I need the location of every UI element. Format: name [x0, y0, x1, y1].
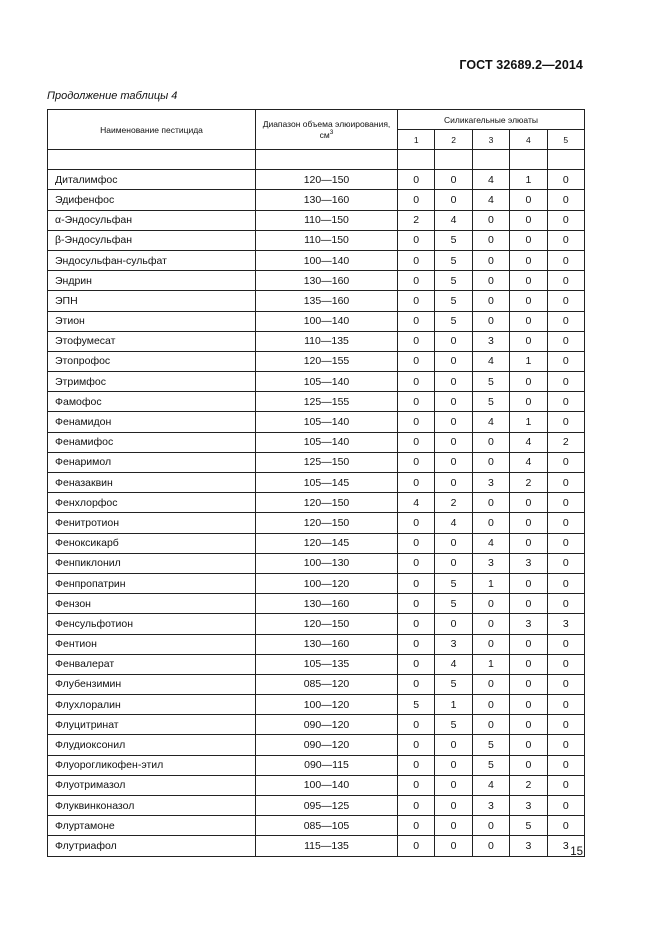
eluate-value-cell: 0: [398, 432, 435, 452]
pesticide-name-cell: Фенпропатрин: [48, 573, 256, 593]
elution-range-cell: 085—120: [256, 674, 398, 694]
table-body: [48, 150, 585, 857]
elution-range-cell: 130—160: [256, 634, 398, 654]
eluate-value-cell: 0: [547, 230, 584, 250]
eluate-value-cell: 0: [435, 473, 472, 493]
eluate-value-cell: 0: [435, 432, 472, 452]
eluate-value-cell: 0: [510, 493, 547, 513]
eluate-value-cell: 0: [435, 836, 472, 856]
eluate-number-header: 4: [510, 130, 547, 150]
eluate-value-cell: 0: [435, 331, 472, 351]
table-row: [48, 816, 585, 836]
eluate-value-cell: 0: [398, 412, 435, 432]
eluate-value-cell: 0: [472, 614, 509, 634]
elution-range-cell: 130—160: [256, 271, 398, 291]
eluate-value-cell: 1: [510, 351, 547, 371]
pesticide-name-cell: α-Эндосульфан: [48, 210, 256, 230]
eluate-value-cell: 0: [547, 533, 584, 553]
document-standard-header: ГОСТ 32689.2—2014: [459, 58, 583, 72]
pesticide-name-cell: Этопрофос: [48, 351, 256, 371]
table-row: [48, 351, 585, 371]
eluate-value-cell: 5: [435, 230, 472, 250]
table-row: [48, 695, 585, 715]
table-row: [48, 170, 585, 190]
pesticide-name-cell: Фенхлорфос: [48, 493, 256, 513]
eluate-value-cell: 0: [472, 634, 509, 654]
eluate-value-cell: 0: [472, 432, 509, 452]
pesticide-name-cell: Фенпиклонил: [48, 553, 256, 573]
eluate-value-cell: 0: [398, 836, 435, 856]
pesticide-name-cell: Флуртамоне: [48, 816, 256, 836]
eluate-value-cell: 0: [398, 351, 435, 371]
eluate-value-cell: 5: [435, 311, 472, 331]
eluate-value-cell: 0: [547, 513, 584, 533]
eluate-value-cell: 0: [398, 372, 435, 392]
pesticide-name-cell: Фензон: [48, 594, 256, 614]
eluate-value-cell: 0: [472, 291, 509, 311]
eluate-value-cell: 0: [398, 674, 435, 694]
eluate-value-cell: 0: [510, 331, 547, 351]
eluate-value-cell: 5: [472, 735, 509, 755]
eluate-value-cell: 0: [398, 271, 435, 291]
pesticide-name-cell: Эндрин: [48, 271, 256, 291]
eluate-value-cell: 0: [510, 715, 547, 735]
eluate-value-cell: 0: [472, 836, 509, 856]
eluate-value-cell: 5: [398, 695, 435, 715]
eluate-value-cell: 0: [398, 573, 435, 593]
elution-range-cell: 105—135: [256, 654, 398, 674]
table-row: [48, 553, 585, 573]
eluate-value-cell: 0: [435, 533, 472, 553]
eluate-value-cell: 0: [547, 372, 584, 392]
table-row: [48, 654, 585, 674]
elution-range-cell: 125—155: [256, 392, 398, 412]
pesticide-name-cell: Феназаквин: [48, 473, 256, 493]
eluate-value-cell: 0: [398, 715, 435, 735]
eluate-value-cell: 3: [472, 796, 509, 816]
eluate-value-cell: 4: [472, 533, 509, 553]
elution-range-cell: 120—150: [256, 614, 398, 634]
eluate-value-cell: 0: [510, 654, 547, 674]
eluate-value-cell: 0: [510, 634, 547, 654]
pesticide-name-cell: Фенитротион: [48, 513, 256, 533]
eluate-value-cell: 4: [472, 775, 509, 795]
eluate-value-cell: 3: [510, 553, 547, 573]
eluate-value-cell: 0: [398, 796, 435, 816]
table-row: [48, 331, 585, 351]
eluate-value-cell: 0: [547, 291, 584, 311]
eluate-value-cell: 0: [435, 170, 472, 190]
eluate-value-cell: 1: [435, 695, 472, 715]
eluate-value-cell: 0: [435, 190, 472, 210]
eluate-value-cell: 0: [398, 634, 435, 654]
eluate-value-cell: 5: [510, 816, 547, 836]
table-row: [48, 715, 585, 735]
eluate-value-cell: 4: [472, 170, 509, 190]
pesticide-name-cell: β-Эндосульфан: [48, 230, 256, 250]
eluate-value-cell: 0: [435, 412, 472, 432]
eluate-value-cell: 0: [472, 230, 509, 250]
elution-range-cell: 105—140: [256, 432, 398, 452]
eluate-value-cell: 0: [547, 170, 584, 190]
eluate-value-cell: 3: [510, 796, 547, 816]
eluate-value-cell: 0: [510, 271, 547, 291]
eluate-value-cell: 0: [510, 291, 547, 311]
eluate-value-cell: 3: [510, 836, 547, 856]
eluate-value-cell: 0: [510, 250, 547, 270]
eluate-value-cell: 1: [510, 170, 547, 190]
eluate-value-cell: 0: [547, 311, 584, 331]
table-row: [48, 190, 585, 210]
table-row: [48, 573, 585, 593]
eluate-value-cell: 0: [472, 250, 509, 270]
eluate-value-cell: 5: [435, 594, 472, 614]
eluate-value-cell: 0: [510, 311, 547, 331]
elution-range-cell: 120—155: [256, 351, 398, 371]
elution-range-cell: 125—150: [256, 452, 398, 472]
pesticide-name-cell: Флуотримазол: [48, 775, 256, 795]
elution-range-cell: 100—140: [256, 250, 398, 270]
eluate-value-cell: 0: [472, 513, 509, 533]
eluate-value-cell: 0: [398, 473, 435, 493]
eluate-value-cell: 0: [472, 816, 509, 836]
eluate-value-cell: 0: [398, 533, 435, 553]
elution-range-cell: 090—120: [256, 735, 398, 755]
eluate-value-cell: 1: [472, 654, 509, 674]
eluate-value-cell: 0: [472, 674, 509, 694]
eluate-value-cell: 0: [547, 695, 584, 715]
table-row: [48, 250, 585, 270]
table-row: [48, 230, 585, 250]
eluate-value-cell: 5: [435, 674, 472, 694]
eluate-value-cell: 4: [472, 190, 509, 210]
eluate-value-cell: 0: [547, 210, 584, 230]
eluate-value-cell: 0: [547, 392, 584, 412]
eluate-value-cell: 0: [510, 735, 547, 755]
eluate-value-cell: 0: [547, 816, 584, 836]
pesticide-name-cell: Фенвалерат: [48, 654, 256, 674]
pesticide-name-cell: Фенсульфотион: [48, 614, 256, 634]
table-row: [48, 594, 585, 614]
eluate-value-cell: 0: [398, 250, 435, 270]
eluate-value-cell: 0: [547, 250, 584, 270]
eluate-value-cell: 0: [472, 594, 509, 614]
eluate-value-cell: 4: [472, 412, 509, 432]
pesticide-name-cell: Фамофос: [48, 392, 256, 412]
elution-range-cell: 130—160: [256, 594, 398, 614]
pesticide-name-cell: Фенаримол: [48, 452, 256, 472]
eluate-value-cell: 0: [398, 170, 435, 190]
table-row: [48, 271, 585, 291]
pesticide-name-cell: Флухлоралин: [48, 695, 256, 715]
eluate-value-cell: 5: [472, 392, 509, 412]
pesticide-name-cell: Этофумесат: [48, 331, 256, 351]
eluate-value-cell: 4: [435, 513, 472, 533]
table-row: [48, 452, 585, 472]
column-header-name: Наименование пестицида: [48, 110, 256, 150]
eluate-value-cell: 0: [398, 230, 435, 250]
eluate-value-cell: 5: [435, 715, 472, 735]
elution-range-cell: 135—160: [256, 291, 398, 311]
elution-range-cell: 090—120: [256, 715, 398, 735]
eluate-value-cell: 0: [510, 392, 547, 412]
eluate-value-cell: 0: [510, 372, 547, 392]
eluate-value-cell: 0: [510, 210, 547, 230]
eluate-value-cell: 0: [547, 654, 584, 674]
eluate-value-cell: 0: [435, 614, 472, 634]
eluate-value-cell: 0: [398, 594, 435, 614]
pesticide-name-cell: Фенамидон: [48, 412, 256, 432]
eluate-value-cell: 0: [472, 210, 509, 230]
page-number: 15: [570, 846, 583, 858]
eluate-value-cell: 0: [435, 755, 472, 775]
eluate-value-cell: 0: [435, 452, 472, 472]
elution-range-cell: 105—140: [256, 412, 398, 432]
eluate-value-cell: 0: [510, 573, 547, 593]
eluate-value-cell: 0: [547, 735, 584, 755]
elution-range-cell: 105—145: [256, 473, 398, 493]
eluate-value-cell: 0: [435, 816, 472, 836]
eluate-value-cell: 0: [398, 190, 435, 210]
table-row: [48, 796, 585, 816]
eluate-value-cell: 0: [547, 775, 584, 795]
eluate-value-cell: 0: [398, 775, 435, 795]
eluate-value-cell: 0: [547, 755, 584, 775]
eluate-number-header: 5: [547, 130, 584, 150]
table-row: [48, 735, 585, 755]
eluate-value-cell: 4: [510, 432, 547, 452]
table-row: [48, 311, 585, 331]
eluate-value-cell: 3: [472, 553, 509, 573]
eluate-value-cell: 0: [547, 573, 584, 593]
table-row: [48, 291, 585, 311]
eluate-value-cell: 0: [547, 331, 584, 351]
eluate-value-cell: 0: [472, 715, 509, 735]
eluate-value-cell: 0: [510, 533, 547, 553]
elution-range-cell: 100—140: [256, 775, 398, 795]
pesticide-name-cell: Флуорогликофен-этил: [48, 755, 256, 775]
eluate-value-cell: 3: [472, 473, 509, 493]
eluate-value-cell: 2: [547, 432, 584, 452]
table-row: [48, 513, 585, 533]
pesticide-elution-table: [47, 109, 585, 857]
eluate-value-cell: 3: [472, 331, 509, 351]
eluate-value-cell: 0: [435, 392, 472, 412]
eluate-value-cell: 0: [547, 715, 584, 735]
pesticide-name-cell: Этримфос: [48, 372, 256, 392]
eluate-value-cell: 0: [547, 412, 584, 432]
pesticide-name-cell: Флуквинконазол: [48, 796, 256, 816]
eluate-value-cell: 0: [472, 271, 509, 291]
eluate-value-cell: 0: [547, 634, 584, 654]
eluate-value-cell: 0: [435, 775, 472, 795]
eluate-number-header: 2: [435, 130, 472, 150]
eluate-value-cell: 4: [435, 210, 472, 230]
eluate-value-cell: 0: [547, 796, 584, 816]
eluate-value-cell: 4: [472, 351, 509, 371]
eluate-value-cell: 0: [398, 452, 435, 472]
eluate-value-cell: 0: [510, 230, 547, 250]
elution-range-cell: 105—140: [256, 372, 398, 392]
table-row: [48, 674, 585, 694]
pesticide-name-cell: Эндосульфан-сульфат: [48, 250, 256, 270]
eluate-value-cell: 0: [510, 190, 547, 210]
eluate-value-cell: 1: [510, 412, 547, 432]
eluate-value-cell: 0: [472, 452, 509, 472]
elution-range-cell: 095—125: [256, 796, 398, 816]
eluate-value-cell: 2: [398, 210, 435, 230]
elution-range-cell: 115—135: [256, 836, 398, 856]
pesticide-name-cell: Диталимфос: [48, 170, 256, 190]
pesticide-name-cell: Флуцитринат: [48, 715, 256, 735]
eluate-number-header: 3: [472, 130, 509, 150]
table-row: [48, 412, 585, 432]
eluate-value-cell: 0: [547, 493, 584, 513]
pesticide-name-cell: Флутриафол: [48, 836, 256, 856]
pesticide-name-cell: Фентион: [48, 634, 256, 654]
eluate-value-cell: 0: [510, 513, 547, 533]
pesticide-name-cell: Эдифенфос: [48, 190, 256, 210]
eluate-value-cell: 0: [510, 695, 547, 715]
eluate-value-cell: 2: [510, 775, 547, 795]
elution-range-cell: 100—140: [256, 311, 398, 331]
eluate-value-cell: 0: [547, 271, 584, 291]
elution-range-cell: 100—130: [256, 553, 398, 573]
eluate-value-cell: 0: [398, 331, 435, 351]
table-row: [48, 372, 585, 392]
eluate-value-cell: 0: [398, 392, 435, 412]
header-gap-row: [48, 150, 585, 170]
eluate-value-cell: 0: [547, 190, 584, 210]
elution-range-cell: 110—150: [256, 210, 398, 230]
eluate-value-cell: 0: [547, 674, 584, 694]
elution-range-cell: 100—120: [256, 695, 398, 715]
eluate-value-cell: 3: [510, 614, 547, 634]
eluate-value-cell: 0: [510, 674, 547, 694]
eluate-value-cell: 0: [472, 493, 509, 513]
eluate-value-cell: 0: [435, 372, 472, 392]
table-row: [48, 533, 585, 553]
elution-range-cell: 090—115: [256, 755, 398, 775]
eluate-value-cell: 0: [398, 553, 435, 573]
eluate-value-cell: 5: [435, 573, 472, 593]
eluate-value-cell: 3: [547, 836, 584, 856]
table-row: [48, 392, 585, 412]
eluate-value-cell: 4: [435, 654, 472, 674]
pesticide-name-cell: Флубензимин: [48, 674, 256, 694]
eluate-value-cell: 0: [398, 513, 435, 533]
column-header-range: Диапазон объема элюирования, $см^3$: [256, 110, 398, 150]
pesticide-name-cell: Феноксикарб: [48, 533, 256, 553]
elution-range-cell: 120—150: [256, 170, 398, 190]
table-row: [48, 634, 585, 654]
eluate-value-cell: 2: [510, 473, 547, 493]
table-row: [48, 210, 585, 230]
eluate-value-cell: 3: [547, 614, 584, 634]
eluate-value-cell: 0: [547, 351, 584, 371]
elution-range-cell: 110—150: [256, 230, 398, 250]
table-row: [48, 493, 585, 513]
table-row: [48, 836, 585, 856]
table-row: [48, 473, 585, 493]
eluate-value-cell: 0: [435, 735, 472, 755]
pesticide-name-cell: Фенамифос: [48, 432, 256, 452]
eluate-value-cell: 0: [398, 614, 435, 634]
eluate-value-cell: 0: [547, 553, 584, 573]
eluate-value-cell: 4: [510, 452, 547, 472]
pesticide-name-cell: ЭПН: [48, 291, 256, 311]
elution-range-cell: 120—145: [256, 533, 398, 553]
eluate-value-cell: 0: [547, 594, 584, 614]
eluate-value-cell: 0: [435, 351, 472, 371]
elution-range-cell: 085—105: [256, 816, 398, 836]
elution-range-cell: 130—160: [256, 190, 398, 210]
eluate-value-cell: 5: [472, 755, 509, 775]
eluate-number-header: 1: [398, 130, 435, 150]
eluate-value-cell: 5: [435, 271, 472, 291]
table-row: [48, 775, 585, 795]
eluate-value-cell: 0: [435, 553, 472, 573]
table-row: [48, 432, 585, 452]
pesticide-name-cell: Этион: [48, 311, 256, 331]
elution-range-cell: 110—135: [256, 331, 398, 351]
eluate-value-cell: 1: [472, 573, 509, 593]
eluate-value-cell: 2: [435, 493, 472, 513]
eluate-value-cell: 0: [472, 311, 509, 331]
eluate-value-cell: 5: [435, 291, 472, 311]
eluate-value-cell: 5: [435, 250, 472, 270]
eluate-value-cell: 3: [435, 634, 472, 654]
eluate-value-cell: 0: [398, 291, 435, 311]
eluate-value-cell: 0: [510, 594, 547, 614]
table-row: [48, 614, 585, 634]
pesticide-name-cell: Флудиоксонил: [48, 735, 256, 755]
eluate-value-cell: 0: [398, 816, 435, 836]
eluate-value-cell: 5: [472, 372, 509, 392]
column-group-eluates: Силикагельные элюаты: [398, 110, 585, 130]
elution-range-cell: 120—150: [256, 513, 398, 533]
elution-range-cell: 120—150: [256, 493, 398, 513]
eluate-value-cell: 4: [398, 493, 435, 513]
table-caption: Продолжение таблицы 4: [47, 90, 178, 102]
elution-range-cell: 100—120: [256, 573, 398, 593]
eluate-value-cell: 0: [398, 755, 435, 775]
table-row: [48, 755, 585, 775]
eluate-value-cell: 0: [472, 695, 509, 715]
eluate-value-cell: 0: [547, 452, 584, 472]
eluate-value-cell: 0: [547, 473, 584, 493]
eluate-value-cell: 0: [435, 796, 472, 816]
eluate-value-cell: 0: [398, 735, 435, 755]
eluate-value-cell: 0: [398, 654, 435, 674]
eluate-value-cell: 0: [398, 311, 435, 331]
eluate-value-cell: 0: [510, 755, 547, 775]
